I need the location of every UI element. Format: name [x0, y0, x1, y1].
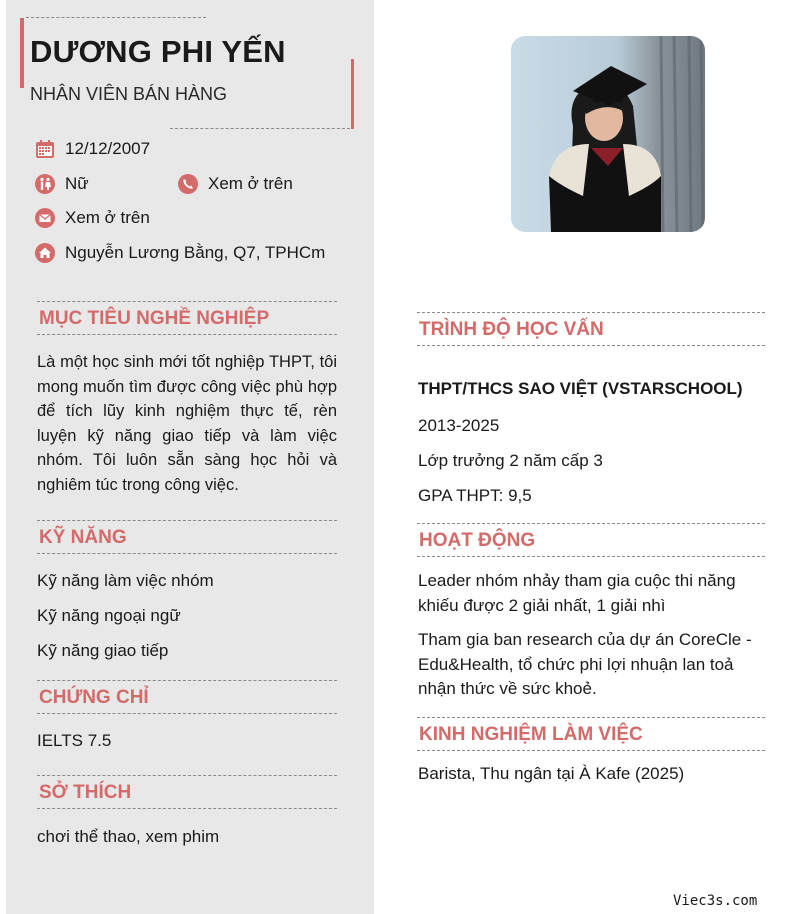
full-name: DƯƠNG PHI YẾN — [30, 34, 286, 69]
envelope-icon — [35, 208, 55, 228]
address-row — [35, 243, 325, 263]
address-text: Nguyễn Lương Bằng, Q7, TPHCm — [65, 243, 326, 262]
school-name: THPT/THCS SAO VIỆT (VSTARSCHOOL) — [418, 379, 743, 398]
certificates-section — [37, 680, 337, 714]
email-row — [35, 208, 150, 228]
skill-item: Kỹ năng ngoại ngữ — [37, 606, 181, 625]
skill-item: Kỹ năng giao tiếp — [37, 641, 169, 660]
profile-photo — [511, 36, 705, 232]
certificate-item: IELTS 7.5 — [37, 731, 112, 750]
divider — [170, 128, 350, 129]
gender-icon — [35, 174, 55, 194]
accent-bar — [20, 18, 24, 88]
activity-item: Leader nhóm nhảy tham gia cuộc thi năng khiếu được 2 giải nhất, 1 giải nhì — [418, 571, 736, 615]
phone-icon — [178, 174, 198, 194]
experience-section — [417, 717, 765, 751]
gender-text: Nữ — [65, 174, 89, 193]
site-logo[interactable]: Viec3s.com — [673, 893, 758, 909]
skills-section — [37, 520, 337, 554]
name-block — [20, 17, 355, 129]
email-text: Xem ở trên — [65, 208, 150, 227]
birthdate-text: 12/12/2007 — [65, 139, 151, 158]
birthdate-row — [35, 139, 150, 159]
activities-heading: HOẠT ĐỘNG — [417, 523, 765, 557]
job-title: NHÂN VIÊN BÁN HÀNG — [30, 84, 228, 104]
activity-item: Tham gia ban research của dự án CoreCle - Edu&Health, tổ chức phi lợi nhuận lan toả nhận thức về sức khoẻ. — [418, 630, 752, 698]
skills-heading: KỸ NĂNG — [37, 520, 337, 554]
divider — [26, 17, 206, 18]
education-period: 2013-2025 — [418, 416, 500, 435]
phone-row — [178, 174, 293, 194]
hobby-item: chơi thể thao, xem phim — [37, 827, 220, 846]
activities-section — [417, 523, 765, 557]
experience-heading: KINH NGHIỆM LÀM VIỆC — [417, 717, 765, 751]
calendar-icon — [35, 139, 55, 159]
skill-item: Kỹ năng làm việc nhóm — [37, 571, 214, 590]
objective-heading: MỤC TIÊU NGHỀ NGHIỆP — [37, 301, 337, 335]
certificates-heading: CHỨNG CHỈ — [37, 680, 337, 714]
objective-section — [37, 301, 337, 497]
hobbies-section — [37, 775, 337, 809]
education-heading: TRÌNH ĐỘ HỌC VẤN — [417, 312, 765, 346]
education-detail: Lớp trưởng 2 năm cấp 3 — [418, 451, 603, 470]
phone-text: Xem ở trên — [208, 174, 293, 193]
accent-bar — [351, 59, 354, 129]
experience-item: Barista, Thu ngân tại À Kafe (2025) — [418, 764, 685, 783]
hobbies-heading: SỞ THÍCH — [37, 775, 337, 809]
objective-text: Là một học sinh mới tốt nghiệp THPT, tôi mong muốn tìm được công việc phù hợp để tích lũy kinh nghiệm thực tế, rèn luyện kỹ năng giao tiếp và làm việc nhóm. Tôi luôn sẵn sàng học hỏi và nghiêm túc trong công việc. — [37, 353, 337, 494]
education-section — [417, 312, 765, 346]
education-detail: GPA THPT: 9,5 — [418, 486, 532, 505]
home-icon — [35, 243, 55, 263]
gender-row — [35, 174, 89, 194]
